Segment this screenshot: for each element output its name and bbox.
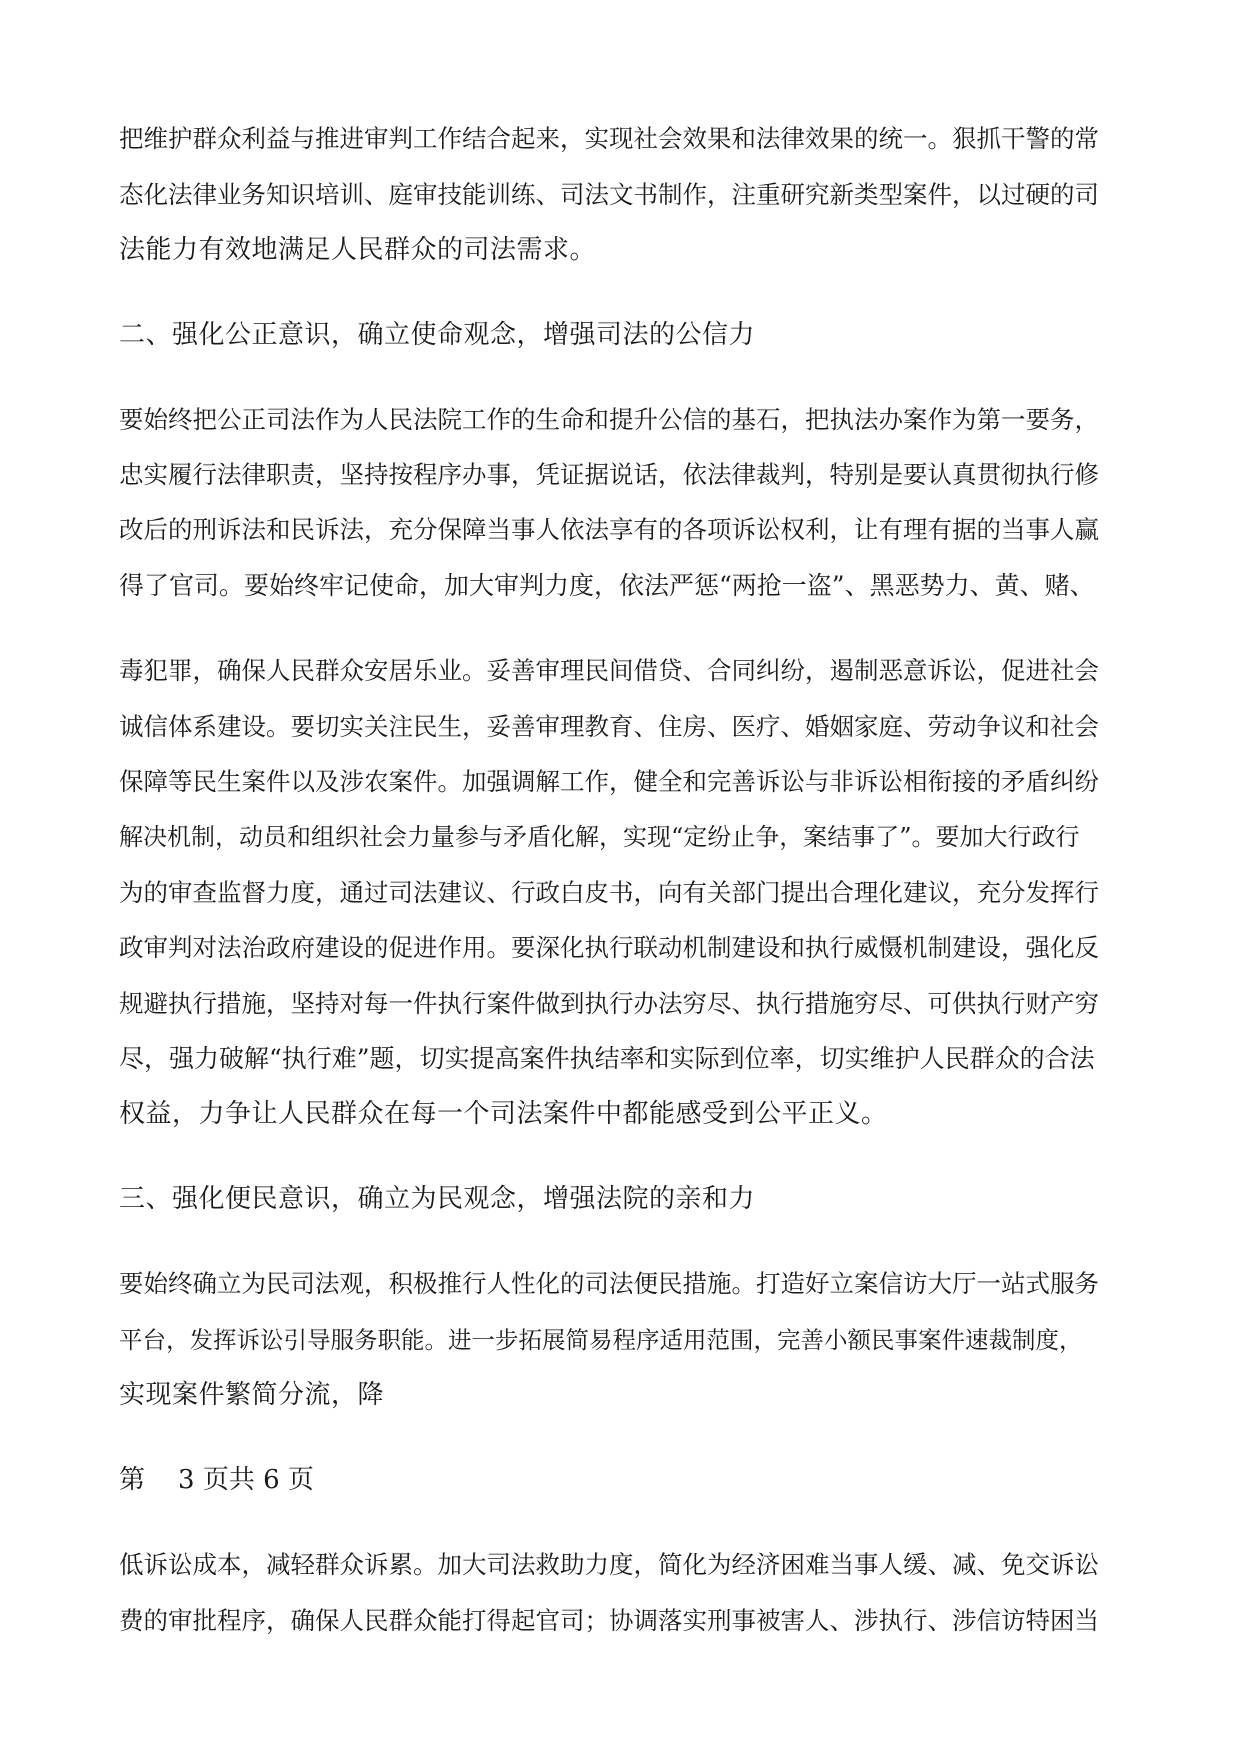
text-line: 法能力有效地满足人民群众的司法需求。: [119, 235, 597, 265]
text-line: 解决机制，动员和组织社会力量参与矛盾化解，实现“定纷止争，案结事了”。要加大行政行: [119, 823, 1080, 851]
text-line: 权益，力争让人民群众在每一个司法案件中都能感受到公平正义。: [119, 1099, 888, 1129]
text-line: 改后的刑诉法和民诉法，充分保障当事人依法享有的各项诉讼权利，让有理有据的当事人赢: [119, 515, 1099, 544]
text-line: 规避执行措施，坚持对每一件执行案件做到执行办法穷尽、执行措施穷尽、可供执行财产穷: [119, 989, 1099, 1018]
text-line: 把维护群众利益与推进审判工作结合起来，实现社会效果和法律效果的统一。狠抓干警的常: [119, 124, 1099, 153]
section-heading: 三、强化便民意识，确立为民观念，增强法院的亲和力: [119, 1184, 756, 1214]
text-line: 保障等民生案件以及涉农案件。加强调解工作，健全和完善诉讼与非诉讼相衔接的矛盾纠纷: [119, 767, 1099, 796]
text-line: 实现案件繁简分流，降: [119, 1380, 385, 1410]
text-line: 态化法律业务知识培训、庭审技能训练、司法文书制作，注重研究新类型案件，以过硬的司: [119, 180, 1099, 209]
text-line: 尽，强力破解“执行难”题，切实提高案件执结率和实际到位率，切实维护人民群众的合法: [119, 1044, 1095, 1073]
text-line: 得了官司。要始终牢记使命，加大审判力度，依法严惩“两抢一盗”、黑恶势力、黄、赌、: [119, 571, 1095, 600]
text-line: 费的审批程序，确保人民群众能打得起官司；协调落实刑事被害人、涉执行、涉信访特困当: [119, 1606, 1099, 1635]
text-line: 为的审查监督力度，通过司法建议、行政白皮书，向有关部门提出合理化建议，充分发挥行: [119, 878, 1099, 907]
text-line: 诚信体系建设。要切实关注民生，妥善审理教育、住房、医疗、婚姻家庭、劳动争议和社会: [119, 712, 1099, 741]
section-heading: 二、强化公正意识，确立使命观念，增强司法的公信力: [119, 320, 756, 350]
text-line: 要始终把公正司法作为人民法院工作的生命和提升公信的基石，把执法办案作为第一要务，: [119, 405, 1099, 434]
page-number-footer: 第 3 页共 6 页: [119, 1465, 314, 1495]
text-line: 政审判对法治政府建设的促进作用。要深化执行联动机制建设和执行威慑机制建设，强化反: [119, 933, 1099, 962]
text-line: 毒犯罪，确保人民群众安居乐业。妥善审理民间借贷、合同纠纷，遏制恶意诉讼，促进社会: [119, 656, 1099, 685]
text-line: 低诉讼成本，减轻群众诉累。加大司法救助力度，简化为经济困难当事人缓、减、免交诉讼: [119, 1550, 1099, 1579]
text-line: 忠实履行法律职责，坚持按程序办事，凭证据说话，依法律裁判，特别是要认真贯彻执行修: [119, 460, 1099, 489]
text-line: 要始终确立为民司法观，积极推行人性化的司法便民措施。打造好立案信访大厅一站式服务: [119, 1269, 1099, 1298]
text-line: 平台，发挥诉讼引导服务职能。进一步拓展简易程序适用范围，完善小额民事案件速裁制度，: [119, 1326, 1083, 1354]
